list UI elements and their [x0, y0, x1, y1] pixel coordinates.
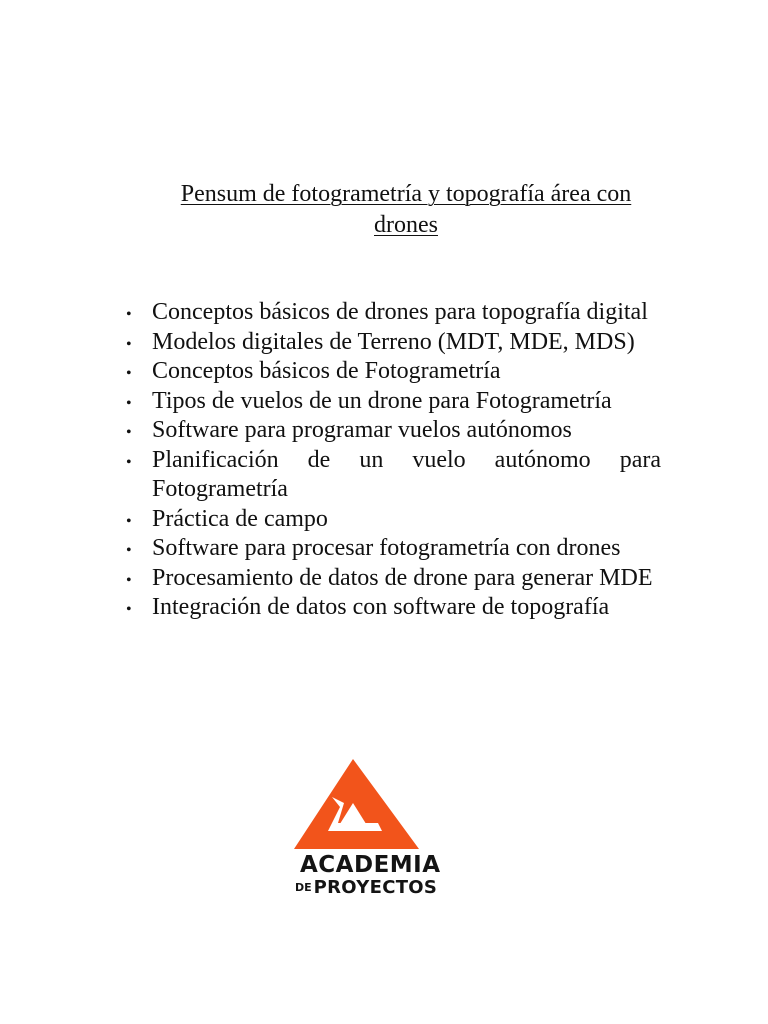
bullet-icon: •	[126, 542, 132, 559]
topic-list	[126, 298, 661, 623]
topic-text: Software para procesar fotogrametría con drones	[152, 535, 621, 561]
topic-text: Planificación de un vuelo autónomo para Fotogrametría	[152, 446, 661, 502]
list-item	[126, 593, 661, 623]
bullet-icon: •	[126, 571, 132, 589]
bullet-icon: •	[126, 335, 132, 353]
logo-wordmark-proyectos	[295, 877, 437, 899]
topic-text: Conceptos básicos de Fotogrametría	[152, 358, 501, 384]
list-item	[126, 416, 661, 446]
bullet-icon: •	[126, 512, 132, 530]
list-item	[126, 328, 661, 358]
bullet-icon: •	[126, 601, 132, 618]
bullet-icon: •	[126, 453, 132, 471]
bullet-icon: •	[126, 424, 132, 441]
topic-text: Modelos digitales de Terreno (MDT, MDE, MDS)	[152, 328, 635, 355]
list-item	[126, 564, 661, 594]
list-item	[126, 357, 661, 387]
logo-proyectos-text: PROYECTOS	[313, 877, 438, 898]
topic-text: Software para programar vuelos autónomos	[152, 417, 572, 443]
bullet-icon: •	[126, 365, 132, 382]
list-item	[126, 298, 661, 328]
topic-text: Práctica de campo	[152, 505, 328, 532]
logo-triangle-shape	[294, 759, 419, 849]
logo-wordmark-academia: ACADEMIA	[300, 852, 441, 878]
triangle-logo-icon	[274, 737, 450, 853]
topic-text: Conceptos básicos de drones para topografía digital	[152, 299, 648, 325]
list-item	[126, 505, 661, 535]
topic-text: Tipos de vuelos de un drone para Fotogrametría	[152, 387, 612, 414]
bullet-icon: •	[126, 394, 132, 412]
topic-text: Integración de datos con software de topografía	[152, 594, 610, 620]
bullet-icon: •	[126, 306, 132, 323]
logo-de-text: DE	[295, 881, 312, 894]
page-title: Pensum de fotogrametría y topografía área con drones	[180, 181, 632, 238]
academia-logo	[274, 737, 450, 933]
list-item	[126, 446, 661, 505]
topic-text: Procesamiento de datos de drone para generar MDE	[152, 564, 653, 591]
list-item	[126, 534, 661, 564]
list-item	[126, 387, 661, 417]
